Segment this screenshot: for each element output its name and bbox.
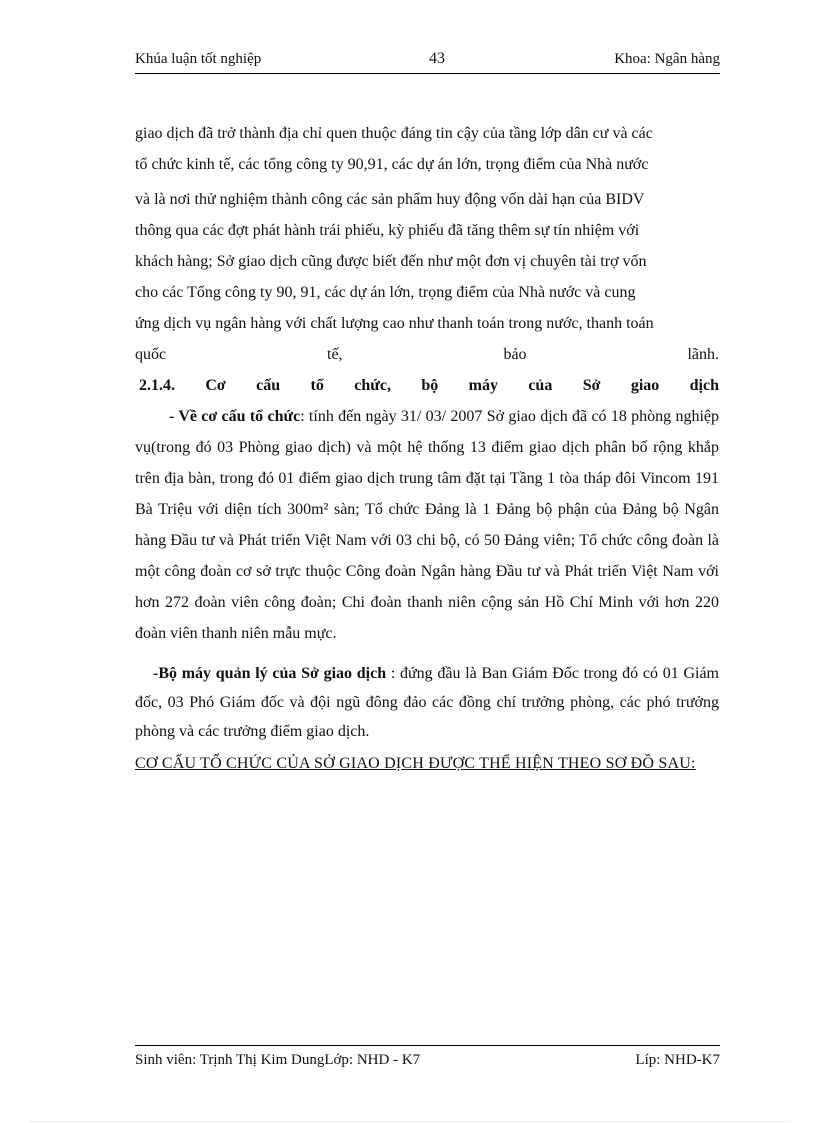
paragraph-bidv-history [135,118,719,370]
word: quốc [135,346,167,363]
paragraph-line: tổ chức kinh tế, các tổng công ty 90,91, các dự án lớn, trọng điểm của Nhà nước [135,156,649,173]
paragraph-line: cho các Tổng công ty 90, 91, các dự án lớn, trọng điểm của Nhà nước và cung [135,284,636,301]
paragraph-management [135,659,719,746]
heading-word: của [528,377,553,394]
org-structure-text: : tính đến ngày 31/ 03/ 2007 Sở giao dịch đã có 18 phòng nghiệp vụ(trong đó 03 Phòng giao dịch) và một hệ thống 13 điểm giao dịch phân bố rộng khắp trên địa bàn, trong đó 01 điểm giao dịch trung tâm đặt tại Tầng 1 tòa tháp đôi Vincom 191 Bà Triệu với diện tích 300m² sàn; Tổ chức Đảng là 1 Đảng bộ phận của Đảng bộ Ngân hàng Đầu tư và Phát triển Việt Nam với 03 chi bộ, có 50 Đảng viên; Tổ chức công đoàn là một công đoàn cơ sở trực thuộc Công đoàn Ngân hàng Đầu tư và Phát triển Việt Nam với hơn 272 đoàn viên công đoàn; Chi đoàn thanh niên cộng sản Hồ Chí Minh với hơn 220 đoàn viên thanh niên mẫu mực. [135,408,719,642]
paragraph-line: ứng dịch vụ ngân hàng với chất lượng cao như thanh toán trong nước, thanh toán [135,315,654,332]
page-header [135,49,720,74]
management-text: : đứng đầu là Ban Giám Đốc trong đó có 01 Giám đốc, 03 Phó Giám đốc và đội ngũ đông đảo các đồng chí trưởng phòng, các phó trưởng phòng và các trưởng điểm giao dịch. [135,665,719,740]
diagram-caption: CƠ CẤU TỔ CHỨC CỦA SỞ GIAO DỊCH ĐƯỢC THỂ HIỆN THEO SƠ ĐỒ SAU: [135,755,696,772]
heading-word: dịch [689,377,719,394]
page-bottom-divider [30,1121,790,1122]
footer-class: Líp: NHD-K7 [635,1052,720,1068]
page-number: 43 [429,50,445,67]
heading-word: cấu [256,377,281,394]
word: lãnh. [687,346,719,363]
paragraph-line: giao dịch đã trở thành địa chỉ quen thuộc đáng tin cậy của tầng lớp dân cư và các [135,125,653,142]
header-faculty: Khoa: Ngân hàng [614,51,720,67]
heading-word: máy [468,377,498,394]
paragraph-line: thông qua các đợt phát hành trái phiếu, kỳ phiếu đã tăng thêm sự tín nhiệm với [135,222,640,239]
heading-word: chức, [354,377,391,394]
heading-word: bộ [421,377,439,394]
document-body [135,118,719,779]
heading-word: giao [630,377,660,394]
word: tế, [327,346,343,363]
management-label: -Bộ máy quản lý của Sở giao dịch [153,665,387,682]
word: bảo [503,346,527,363]
heading-word: Cơ [205,377,226,394]
paragraph-org-structure [135,401,719,649]
section-heading-2-1-4 [135,370,719,401]
org-structure-label: - Về cơ cấu tổ chức [169,408,301,425]
paragraph-line: và là nơi thử nghiệm thành công các sản phẩm huy động vốn dài hạn của BIDV [135,191,645,208]
heading-word: tổ [310,377,324,394]
paragraph-line-justified [135,339,719,370]
paragraph-line: khách hàng; Sở giao dịch cũng được biết đến như một đơn vị chuyên tài trợ vốn [135,253,647,270]
footer-student-info: Sinh viên: Trịnh Thị Kim DungLớp: NHD - K7 [135,1052,421,1068]
heading-word: 2.1.4. [139,377,175,394]
heading-word: Sở [582,377,601,394]
page-footer [135,1045,720,1074]
header-thesis-title: Khúa luận tốt nghiệp [135,51,262,67]
